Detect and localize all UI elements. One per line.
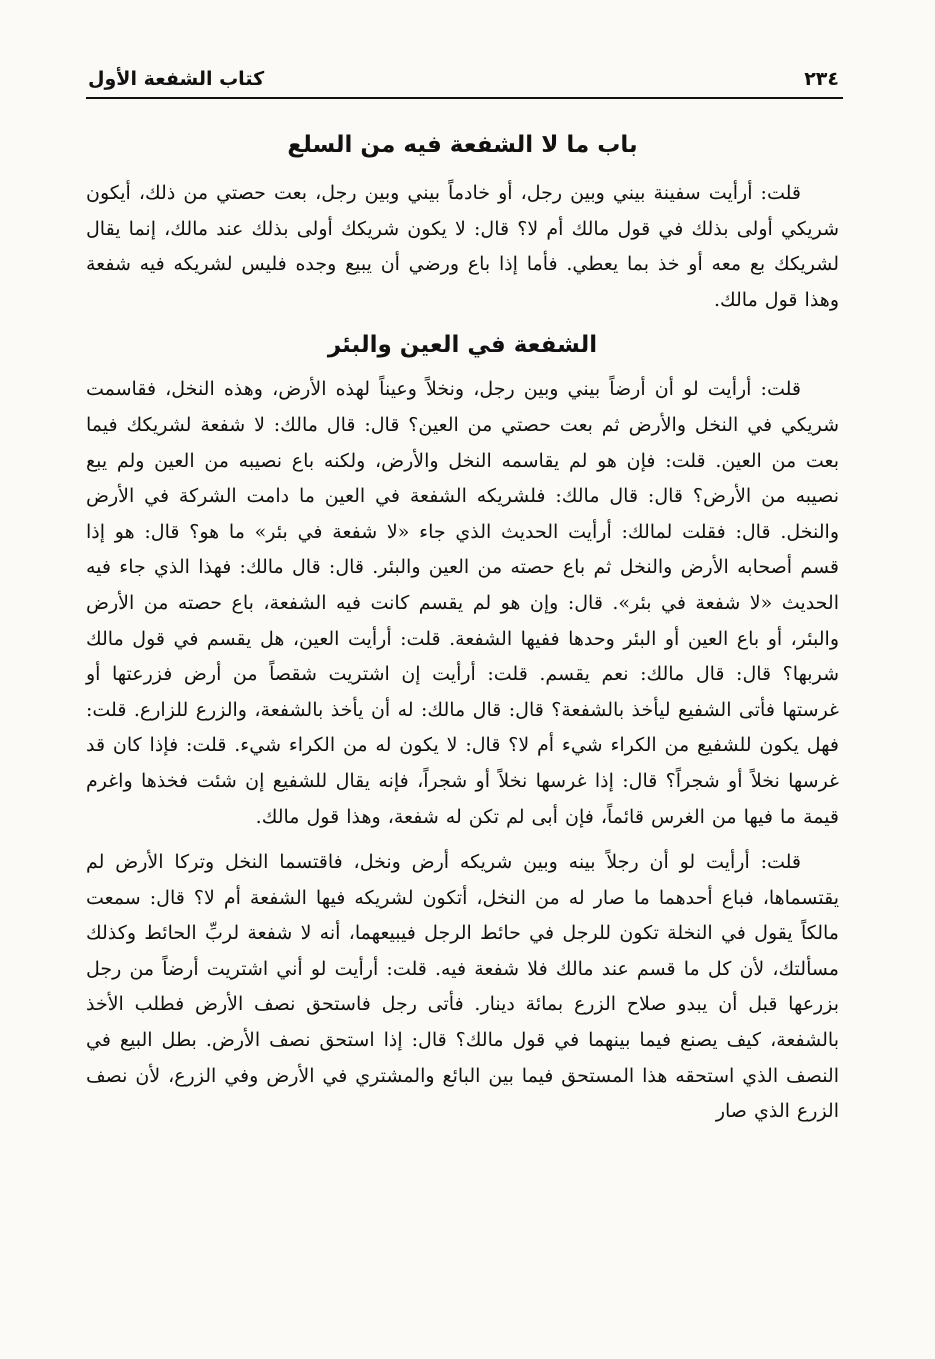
page-number: ٢٣٤ xyxy=(804,68,839,90)
paragraph: قلت: أرأيت سفينة بيني وبين رجل، أو خادماً بيني وبين رجل، بعت حصتي من ذلك، أيكون شريكي أولى بذلك في قول مالك أم لا؟ قال: لا يكون شريكك أولى بذلك عند مالك، إنما يقال لشريكك بع معه أو خذ بما يعطي. فأما إذا باع ورضي أن يبيع وجده فليس لشريكه فيه شفعة وهذا قول مالك. xyxy=(86,182,839,311)
section-heading-goods: باب ما لا الشفعة فيه من السلع xyxy=(287,132,638,158)
paragraph: قلت: أرأيت لو أن أرضاً بيني وبين رجل، ونخلاً وعيناً لهذه الأرض، وهذه النخل، فقاسمت شريكي في النخل والأرض ثم بعت حصتي من العين؟ قال: قال مالك: لا شفعة لشريكك فيما بعت من العين. قلت: فإن هو لم يقاسمه النخل والأرض، ولكنه باع نصيبه من العين ولم يبع نصيبه من الأرض؟ قال: قال مالك: فلشريكه الشفعة في العين ما دامت الشركة في الأرض والنخل. قال: فقلت لمالك: أرأيت الحديث الذي جاء «لا شفعة في بئر» ما هو؟ قال: هو إذا قسم أصحابه الأرض والنخل ثم باع حصته من العين والبئر. قال: قال مالك: فهذا الذي جاء فيه الحديث «لا شفعة في بئر». قال: وإن هو لم يقسم كانت فيه الشفعة، باع حصته من الأرض والبئر، أو باع العين أو البئر وحدها ففيها الشفعة. قلت: أرأيت العين، هل يقسم في قول مالك شربها؟ قال: قال مالك: نعم يقسم. قلت: أرأيت إن اشتريت شقصاً من أرض فزرعتها أو غرستها فأتى الشفيع ليأخذ بالشفعة؟ قال: قال مالك: له أن يأخذ بالشفعة، والزرع للزارع. قلت: فهل يكون للشفيع من الكراء شيء أم لا؟ قال: لا يكون له من الكراء شيء. قلت: فإذا كان قد غرسها نخلاً أو شجراً؟ قال: إذا غرسها نخلاً أو شجراً، فإنه يقال للشفيع إن شئت فخذها واغرم قيمة ما فيها من الغرس قائماً، فإن أبى لم تكن له شفعة، وهذا قول مالك. xyxy=(86,378,839,828)
paragraph: قلت: أرأيت لو أن رجلاً بينه وبين شريكه أرض ونخل، فاقتسما النخل وتركا الأرض لم يقتسماها، فباع أحدهما ما صار له من النخل، أتكون لشريكه فيها الشفعة أم لا؟ قال: سمعت مالكاً يقول في النخلة تكون للرجل في حائط الرجل فيبيعهما، أنه لا شفعة لربِّ الحائط وكذلك مسألتك، لأن كل ما قسم عند مالك فلا شفعة فيه. قلت: أرأيت لو أني اشتريت أرضاً من رجل بزرعها قبل أن يبدو صلاح الزرع بمائة دينار. فأتى رجل فاستحق نصف الأرض فطلب الأخذ بالشفعة، كيف يصنع فيما بينهما في قول مالك؟ قال: إذا استحق نصف الأرض. بطل البيع في النصف الذي استحقه هذا المستحق فيما بين البائع والمشتري في الأرض وفي الزرع، لأن نصف الزرع الذي صار xyxy=(86,851,839,1123)
page-body xyxy=(86,118,839,1130)
header-rule xyxy=(86,97,843,99)
book-title: كتاب الشفعة الأول xyxy=(88,68,265,90)
section-heading-spring-and-well: الشفعة في العين والبئر xyxy=(327,332,598,359)
running-header xyxy=(88,62,839,96)
